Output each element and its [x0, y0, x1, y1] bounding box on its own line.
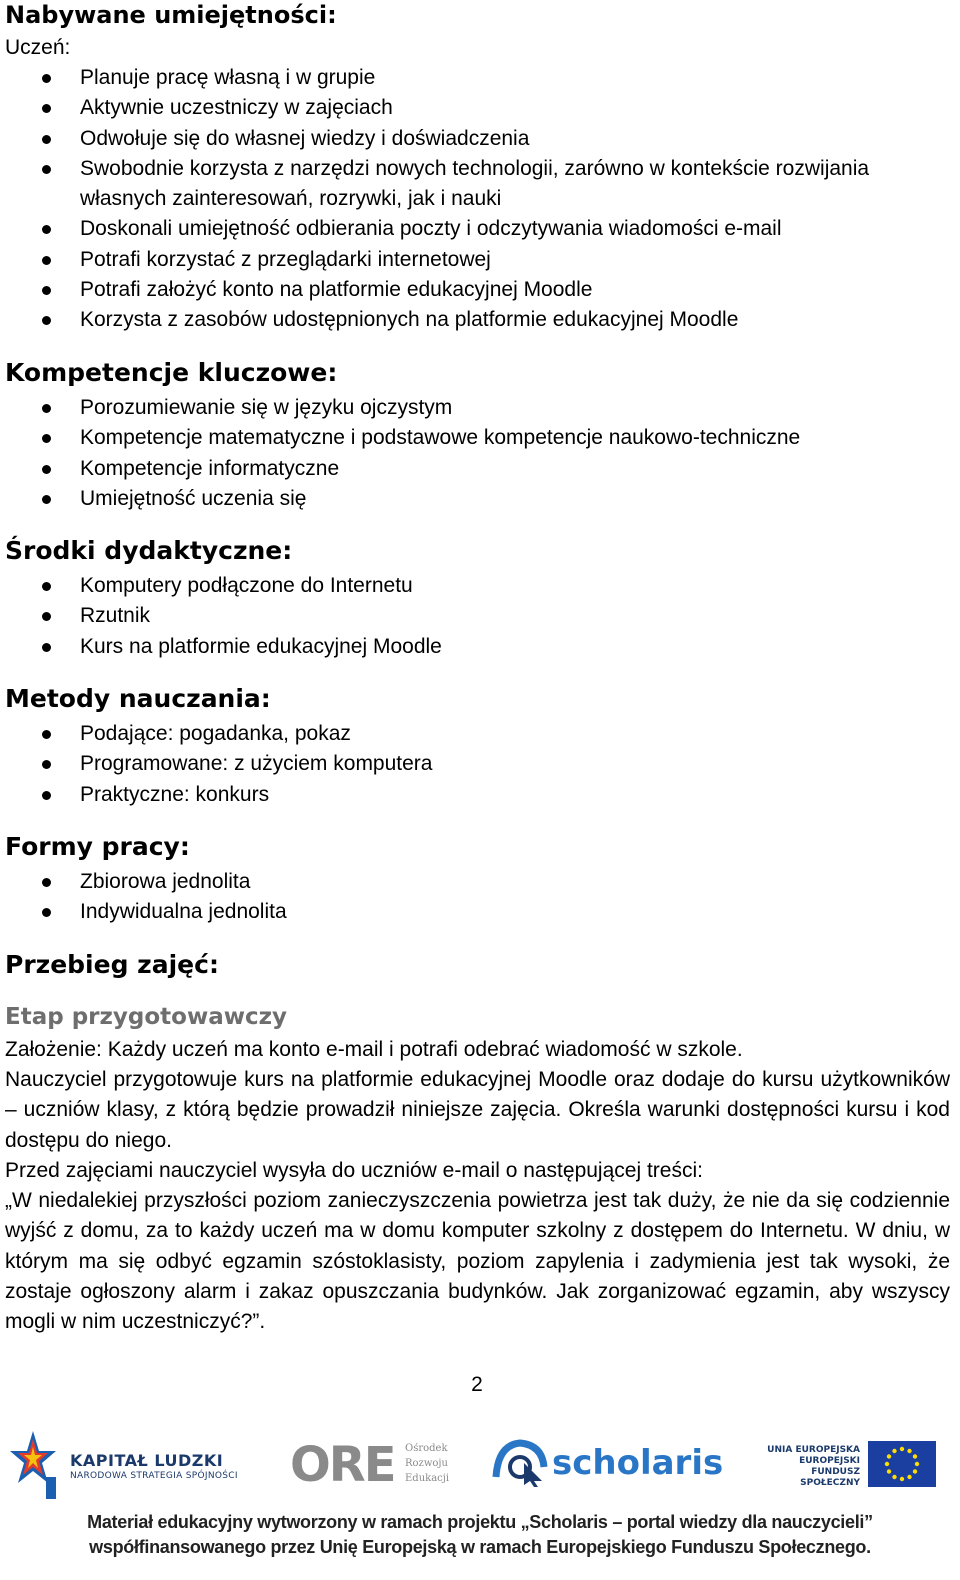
- footer-note-line: współfinansowanego przez Unię Europejską w ramach Europejskiego Funduszu Społecznego.: [89, 1537, 871, 1557]
- forms-heading: Formy pracy:: [5, 832, 190, 861]
- eu-caption: UNIA EUROPEJSKA EUROPEJSKI FUNDUSZ SPOŁECZNY: [767, 1445, 860, 1488]
- list-item: Korzysta z zasobów udostępnionych na platformie edukacyjnej Moodle: [0, 305, 960, 335]
- list-item: Kompetencje informatyczne: [0, 454, 960, 484]
- bullet-icon: [42, 225, 51, 234]
- bullet-icon: [42, 878, 51, 887]
- list-item: Doskonali umiejętność odbierania poczty i odczytywania wiadomości e-mail: [0, 214, 960, 244]
- forms-list: [0, 867, 960, 928]
- bullet-icon: [42, 165, 51, 174]
- list-item: Potrafi założyć konto na platformie edukacyjnej Moodle: [0, 275, 960, 305]
- course-heading: Przebieg zajęć:: [5, 950, 219, 979]
- footer-note: [0, 1510, 960, 1560]
- scholaris-mark-icon: [490, 1437, 550, 1487]
- list-item: Potrafi korzystać z przeglądarki internetowej: [0, 245, 960, 275]
- bullet-icon: [42, 495, 51, 504]
- bullet-icon: [42, 135, 51, 144]
- list-item: Kurs na platformie edukacyjnej Moodle: [0, 632, 960, 662]
- list-item: Indywidualna jednolita: [0, 897, 960, 927]
- methods-heading: Metody nauczania:: [5, 684, 271, 713]
- list-item: Planuje pracę własną i w grupie: [0, 63, 960, 93]
- course-paragraph-assumption: Założenie: Każdy uczeń ma konto e-mail i potrafi odebrać wiadomość w szkole.: [5, 1038, 743, 1061]
- course-paragraph-teacher: Nauczyciel przygotowuje kurs na platformie edukacyjnej Moodle oraz dodaje do kursu użytkowników – uczniów klasy, z którą będzie prowadził niniejsze zajęcia. Określa warunki dostępności kursu i kod dostępu do niego.: [5, 1068, 950, 1152]
- course-subheading: Etap przygotowawczy: [5, 1004, 287, 1030]
- list-item: Odwołuje się do własnej wiedzy i doświadczenia: [0, 124, 960, 154]
- list-item: Porozumiewanie się w języku ojczystym: [0, 393, 960, 423]
- kapital-ludzki-wordmark: KAPITAŁ LUDZKI NARODOWA STRATEGIA SPÓJNOŚCI: [70, 1451, 238, 1481]
- list-item: Rzutnik: [0, 601, 960, 631]
- list-item: Komputery podłączone do Internetu: [0, 571, 960, 601]
- list-item: Swobodnie korzysta z narzędzi nowych technologii, zarówno w kontekście rozwijania: [0, 154, 960, 184]
- bullet-icon: [42, 316, 51, 325]
- ore-logo: ORE: [290, 1437, 395, 1493]
- page-number: 2: [471, 1373, 483, 1396]
- bullet-icon: [42, 404, 51, 413]
- list-item: Podające: pogadanka, pokaz: [0, 719, 960, 749]
- eu-flag-icon: [868, 1441, 936, 1487]
- bullet-icon: [42, 286, 51, 295]
- tools-heading: Środki dydaktyczne:: [5, 536, 293, 565]
- tools-list: [0, 571, 960, 662]
- list-item: Praktyczne: konkurs: [0, 780, 960, 810]
- bullet-icon: [42, 582, 51, 591]
- list-item-continuation: własnych zainteresowań, rozrywki, jak i nauki: [80, 187, 502, 211]
- bullet-icon: [42, 730, 51, 739]
- footer-note-line: Materiał edukacyjny wytworzony w ramach projektu „Scholaris – portal wiedzy dla nauczycieli”: [87, 1512, 873, 1532]
- bullet-icon: [42, 643, 51, 652]
- bullet-icon: [42, 612, 51, 621]
- competences-heading: Kompetencje kluczowe:: [5, 358, 338, 387]
- kapital-ludzki-logo: [8, 1429, 58, 1499]
- list-item: Programowane: z użyciem komputera: [0, 749, 960, 779]
- skills-intro: Uczeń:: [5, 36, 71, 59]
- list-item: Kompetencje matematyczne i podstawowe kompetencje naukowo-techniczne: [0, 423, 960, 453]
- course-paragraph-email-quote: „W niedalekiej przyszłości poziom zanieczyszczenia powietrza jest tak duży, że nie da się codziennie wyjść z domu, za to każdy uczeń ma w domu komputer szkolny z dostępem do Internetu. W dniu, w którym ma się odbyć egzamin szóstoklasisty, poziom zapylenia i zadymienia jest tak wysoki, że zostaje ogłoszony alarm i zakaz opuszczania budynków. Jak zorganizować egzamin, aby wszyscy mogli w nim uczestniczyć?”.: [5, 1189, 950, 1334]
- skills-list: [0, 63, 960, 336]
- ore-caption: Ośrodek Rozwoju Edukacji: [405, 1443, 450, 1484]
- bullet-icon: [42, 104, 51, 113]
- list-item: Zbiorowa jednolita: [0, 867, 960, 897]
- bullet-icon: [42, 465, 51, 474]
- bullet-icon: [42, 908, 51, 917]
- kapital-ludzki-star-icon: [8, 1429, 58, 1499]
- bullet-icon: [42, 791, 51, 800]
- methods-list: [0, 719, 960, 810]
- course-paragraph-email-intro: Przed zajęciami nauczyciel wysyła do uczniów e-mail o następującej treści:: [5, 1159, 703, 1182]
- competences-list: [0, 393, 960, 514]
- bullet-icon: [42, 74, 51, 83]
- scholaris-logo: scholaris: [552, 1443, 724, 1483]
- list-item: Umiejętność uczenia się: [0, 484, 960, 514]
- bullet-icon: [42, 256, 51, 265]
- skills-heading: Nabywane umiejętności:: [5, 1, 337, 29]
- bullet-icon: [42, 434, 51, 443]
- list-item: Aktywnie uczestniczy w zajęciach: [0, 93, 960, 123]
- footer-logos: [0, 1425, 960, 1505]
- bullet-icon: [42, 760, 51, 769]
